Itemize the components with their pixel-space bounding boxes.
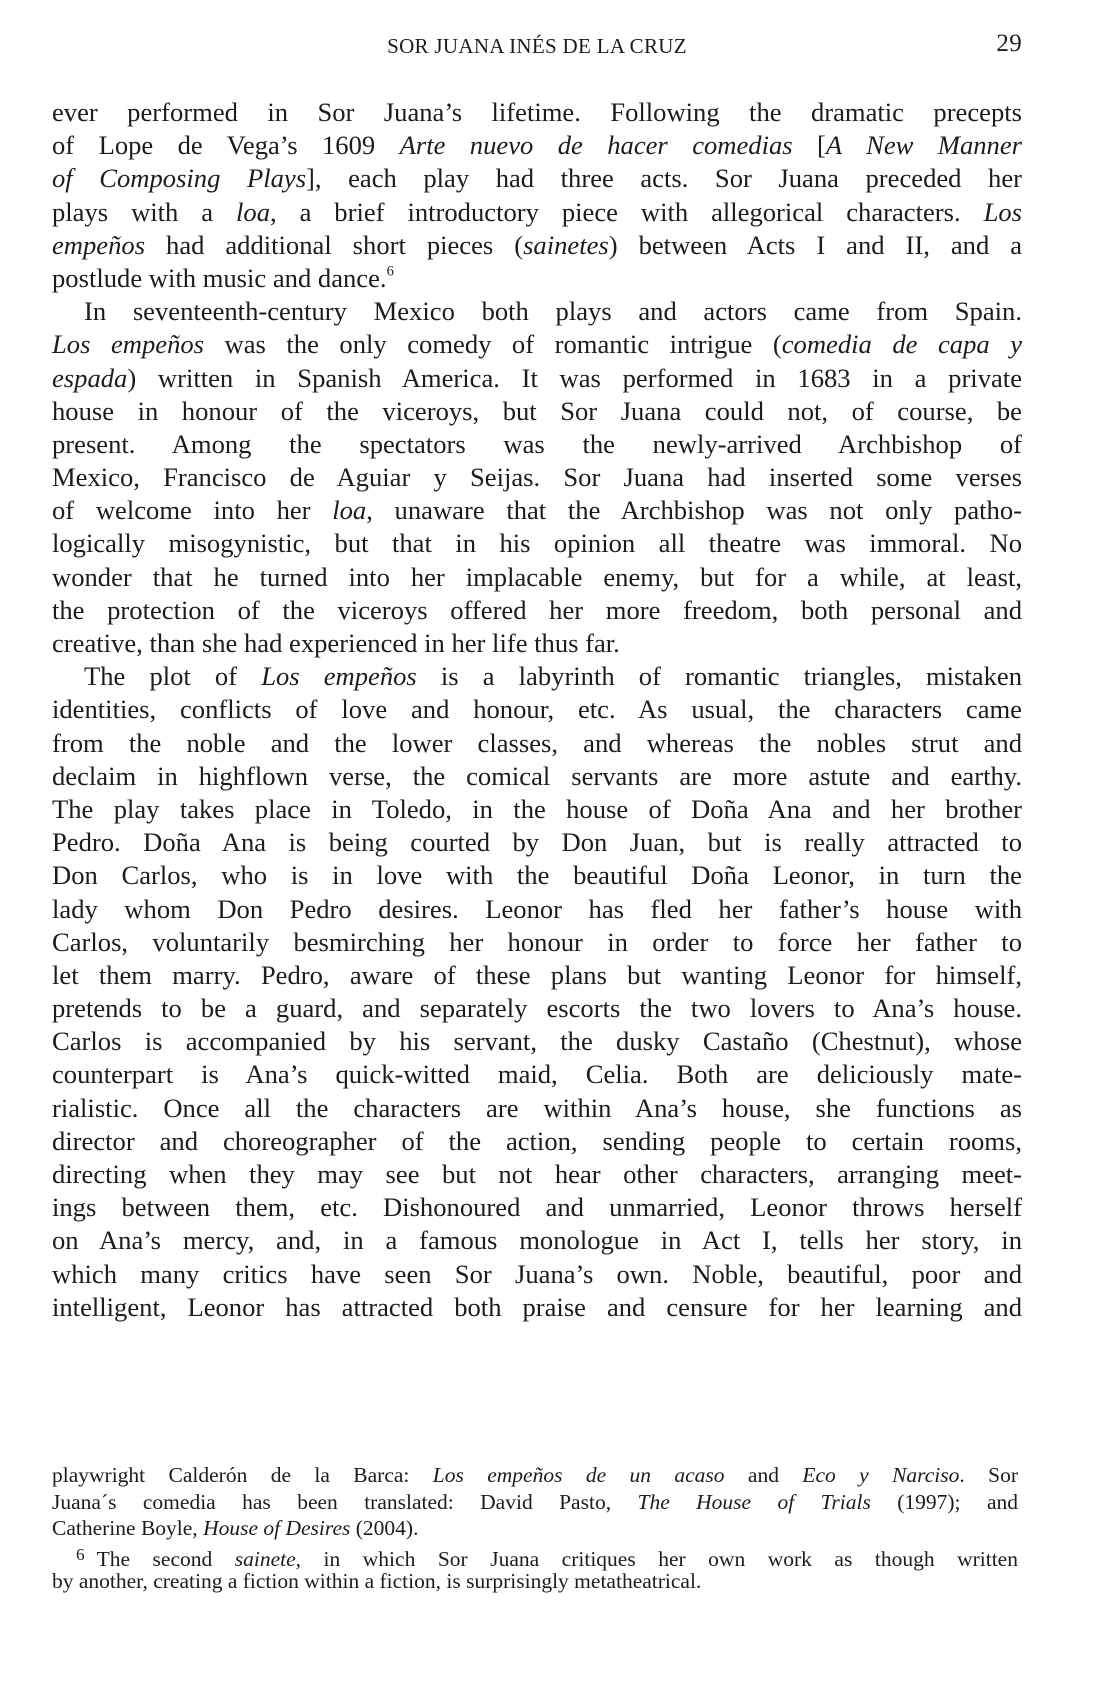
text-run: (2004). xyxy=(350,1516,419,1540)
text-run: , a brief introductory piece with allegorical characters. xyxy=(270,196,984,227)
italic-text: comedia de capa y xyxy=(781,329,1023,360)
text-run: (1997); and xyxy=(870,1489,1018,1514)
text-run: Carlos, voluntarily besmirching her honour in order to force her father to xyxy=(52,926,1022,957)
text-run: [ xyxy=(792,130,826,161)
text-line xyxy=(52,494,1022,527)
text-line xyxy=(52,594,1022,627)
text-run: rialistic. Once all the characters are within Ana’s house, she functions as xyxy=(52,1092,1022,1123)
footnotes xyxy=(52,1462,1018,1595)
italic-text: Los empeños xyxy=(261,661,417,692)
text-run: ings between them, etc. Dishonoured and unmarried, Leonor throws herself xyxy=(52,1192,1022,1223)
text-line xyxy=(52,295,1022,328)
text-line xyxy=(52,693,1022,726)
text-line xyxy=(52,162,1022,195)
text-run: Pedro. Doña Ana is being courted by Don Juan, but is really attracted to xyxy=(52,827,1022,858)
text-run: house in honour of the viceroys, but Sor Juana could not, of course, be xyxy=(52,395,1022,426)
text-run: The plot of xyxy=(84,661,262,692)
text-line xyxy=(52,926,1022,959)
text-run: Catherine Boyle, xyxy=(52,1516,204,1540)
text-line xyxy=(52,793,1022,826)
text-run: counterpart is Ana’s quick-witted maid, Celia. Both are deliciously mate- xyxy=(52,1059,1022,1090)
italic-text: loa xyxy=(236,196,270,227)
text-run: identities, conflicts of love and honour, etc. As usual, the characters came xyxy=(52,694,1022,725)
text-run: let them marry. Pedro, aware of these plans but wanting Leonor for himself, xyxy=(52,959,1022,990)
text-line xyxy=(52,1092,1022,1125)
text-line xyxy=(52,96,1022,129)
text-line xyxy=(52,527,1022,560)
italic-text: A New Manner xyxy=(825,130,1022,161)
text-line xyxy=(52,727,1022,760)
text-run: In seventeenth-century Mexico both plays and actors came from Spain. xyxy=(84,296,1022,327)
italic-text: espada xyxy=(52,362,128,393)
italic-text: Los empeños de un acaso xyxy=(432,1463,725,1487)
italic-text: The House of Trials xyxy=(637,1489,871,1514)
text-line xyxy=(52,395,1022,428)
text-run: from the noble and the lower classes, and whereas the nobles strut and xyxy=(52,727,1022,758)
text-line xyxy=(52,229,1022,262)
footnote-line xyxy=(52,1542,1018,1569)
text-run: directing when they may see but not hear other characters, arranging meet- xyxy=(52,1159,1022,1189)
italic-text: sainetes xyxy=(523,229,609,260)
text-run: which many critics have seen Sor Juana’s own. Noble, beautiful, poor and xyxy=(52,1258,1022,1289)
footnote-line xyxy=(52,1515,1018,1542)
text-run: ) between Acts I and II, and a xyxy=(608,229,1022,260)
footnote-line xyxy=(52,1568,1018,1595)
text-line xyxy=(52,826,1022,859)
italic-text: empeños xyxy=(52,229,146,260)
text-line xyxy=(52,362,1022,395)
text-run: ) written in Spanish America. It was performed in 1683 in a private xyxy=(127,362,1022,393)
text-run: , unaware that the Archbishop was not only patho- xyxy=(366,495,1022,526)
italic-text: of Composing Plays xyxy=(52,163,307,194)
text-run: the protection of the viceroys offered her more freedom, both personal and xyxy=(52,594,1022,625)
page-number: 29 xyxy=(996,30,1022,57)
text-run: declaim in highflown verse, the comical servants are more astute and earthy. xyxy=(52,760,1022,791)
italic-text: sainete xyxy=(234,1546,296,1571)
italic-text: Eco y Narciso xyxy=(802,1463,960,1487)
text-run: postlude with music and dance. xyxy=(52,262,387,293)
text-run: intelligent, Leonor has attracted both praise and censure for her learning and xyxy=(52,1291,1022,1322)
text-run: Carlos is accompanied by his servant, the dusky Castaño (Chestnut), whose xyxy=(52,1026,1022,1057)
text-run: pretends to be a guard, and separately escorts the two lovers to Ana’s house. xyxy=(52,993,1022,1024)
text-line xyxy=(52,1158,1022,1191)
text-run: and xyxy=(724,1463,803,1487)
text-run: logically misogynistic, but that in his opinion all theatre was immoral. No xyxy=(52,528,1022,559)
text-line xyxy=(52,428,1022,461)
text-line xyxy=(52,859,1022,892)
text-line xyxy=(52,627,1022,660)
footnote-reference: 6 xyxy=(386,263,394,280)
text-run: The play takes place in Toledo, in the house of Doña Ana and her brother xyxy=(52,793,1022,824)
text-line xyxy=(52,1058,1022,1091)
text-run: was the only comedy of romantic intrigue ( xyxy=(204,329,782,360)
text-run: plays with a xyxy=(52,196,237,227)
text-line xyxy=(52,328,1022,361)
text-line xyxy=(52,992,1022,1025)
text-line xyxy=(52,1258,1022,1291)
italic-text: Los empeños xyxy=(52,329,205,360)
text-run: by another, creating a fiction within a fiction, is surprisingly metatheatrical. xyxy=(52,1569,702,1593)
text-line xyxy=(52,893,1022,926)
running-title: SOR JUANA INÉS DE LA CRUZ xyxy=(387,34,687,58)
text-run: Juana´s comedia has been translated: David Pasto, xyxy=(52,1489,638,1514)
text-run: Mexico, Francisco de Aguiar y Seijas. Sor Juana had inserted some verses xyxy=(52,462,1022,493)
text-run: director and choreographer of the action, sending people to certain rooms, xyxy=(52,1125,1022,1156)
text-run: creative, than she had experienced in her life thus far. xyxy=(52,628,620,658)
text-run: ever performed in Sor Juana’s lifetime. Following the dramatic precepts xyxy=(52,97,1022,127)
text-run: on Ana’s mercy, and, in a famous monologue in Act I, tells her story, in xyxy=(52,1225,1022,1256)
text-run: playwright Calderón de la Barca: xyxy=(52,1463,433,1487)
text-run: present. Among the spectators was the newly-arrived Archbishop of xyxy=(52,428,1022,459)
text-line xyxy=(52,1224,1022,1257)
footnote-line xyxy=(52,1462,1018,1489)
text-line xyxy=(52,760,1022,793)
text-line xyxy=(52,561,1022,594)
text-run: of Lope de Vega’s 1609 xyxy=(52,130,400,161)
text-line xyxy=(52,959,1022,992)
text-run: . Sor xyxy=(959,1463,1019,1487)
text-run: The second xyxy=(96,1546,235,1571)
italic-text: House of Desires xyxy=(203,1516,351,1540)
text-run: is a labyrinth of romantic triangles, mistaken xyxy=(416,661,1022,692)
text-line xyxy=(52,1191,1022,1224)
footnote-line xyxy=(52,1489,1018,1516)
text-run: , in which Sor Juana critiques her own work as though written xyxy=(295,1546,1018,1571)
text-line xyxy=(52,129,1022,162)
running-header xyxy=(52,30,1022,64)
italic-text: loa xyxy=(332,495,367,526)
text-line xyxy=(52,1291,1022,1324)
text-run: Don Carlos, who is in love with the beautiful Doña Leonor, in turn the xyxy=(52,860,1022,891)
text-run: had additional short pieces ( xyxy=(145,229,524,260)
text-line xyxy=(52,196,1022,229)
text-line xyxy=(52,1125,1022,1158)
text-run: ], each play had three acts. Sor Juana preceded her xyxy=(306,163,1022,194)
footnote-number: 6 xyxy=(76,1544,85,1564)
text-line xyxy=(52,1025,1022,1058)
italic-text: Arte nuevo de hacer comedias xyxy=(399,130,793,161)
italic-text: Los xyxy=(983,196,1022,227)
text-run: wonder that he turned into her implacable enemy, but for a while, at least, xyxy=(52,561,1022,592)
body-text xyxy=(52,96,1022,1324)
text-line xyxy=(52,461,1022,494)
text-line xyxy=(52,262,1022,295)
text-run: of welcome into her xyxy=(52,495,333,526)
text-run: lady whom Don Pedro desires. Leonor has fled her father’s house with xyxy=(52,893,1022,924)
text-line xyxy=(52,660,1022,693)
